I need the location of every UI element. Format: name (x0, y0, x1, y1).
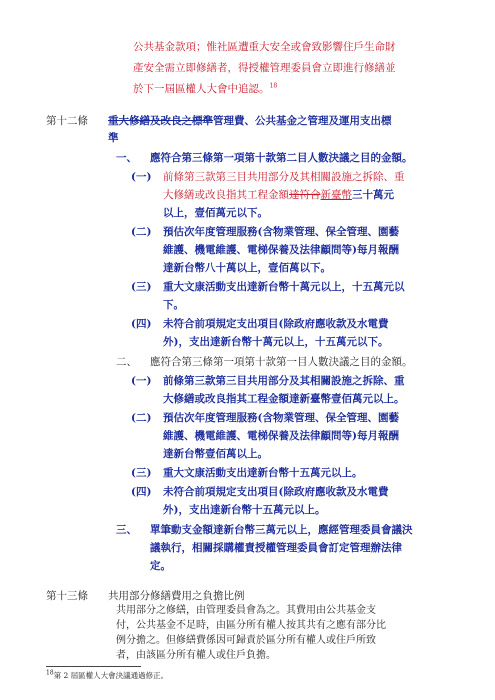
s2-item1-line2: 大修繕或改良指其工程金額達新臺幣壹佰萬元以上。 (163, 393, 405, 405)
art12-title-cont: 準 (108, 132, 119, 144)
s2-item2-line2: 維護、機電維護、電梯保養及法律顧問等)每月報酬 (163, 430, 399, 442)
s1-item2-line3: 達新台幣八十萬以上，壹佰萬以下。 (163, 262, 331, 274)
art13-title: 共用部分修繕費用之負擔比例 (108, 590, 245, 602)
s2-item2-num: (二) (131, 412, 152, 424)
s2-item4-num: (四) (131, 486, 152, 498)
footnote-rule (46, 666, 141, 667)
art13-line-4: 者，由該區分所有權人或住戶負擔。 (116, 650, 276, 661)
s1-item4-line1: 未符合前項規定支出項目(除政府應收款及水電費 (163, 318, 389, 330)
art13-line-2: 付，公共基金不足時，由區分所有權人按其共有之應有部分比 (116, 620, 386, 631)
s2-item1-line1: 前條第三款第三目共用部分及其相關設施之拆除、重 (163, 375, 405, 387)
art12-title: 重大修繕及改良之標準管理費、公共基金之管理及運用支出標 (108, 115, 392, 127)
s1-item3-line1: 重大文康活動支出達新台幣十萬元以上，十五萬元以 (163, 281, 405, 293)
top-block-line-2: 產安全需立即修繕者，得授權管理委員會立即進行修繕並 (133, 62, 396, 74)
s2-item1-num: (一) (131, 375, 152, 387)
s1-item4-line2: 外)，支出達新台幣十萬元以上，十五萬元以下。 (163, 336, 389, 348)
art12-s3-line2: 議執行，相關採購權責授權管理委員會訂定管理辦法律 (150, 542, 402, 554)
art13-label: 第十三條 (46, 590, 88, 602)
s1-item1-line3: 以上，壹佰萬元以下。 (163, 207, 268, 219)
s2-item4-line2: 外)，支出達新台幣十五萬元以上。 (163, 504, 326, 516)
s2-item2-line3: 達新台幣壹佰萬以上。 (163, 448, 268, 460)
art12-s3-num: 三、 (116, 524, 137, 536)
s1-item1-line1: 前條第三款第三目共用部分及其相關設施之拆除、重 (163, 171, 405, 183)
footnote: $^{18}$第 2 屆區權人大會決議通過修正。 (46, 669, 169, 680)
footnote-ref: 18 (269, 82, 278, 90)
art13-line-3: 例分擔之。但修繕費係因可歸責於區分所有權人或住戶所致 (116, 635, 376, 646)
s1-item2-line1: 預估次年度管理服務(含物業管理、保全管理、園藝 (163, 226, 399, 238)
top-block-line-1: 公共基金款項；惟社區遭重大安全或會致影響住戶生命財 (133, 41, 396, 53)
s1-item3-num: (三) (131, 281, 152, 293)
art12-s1-num: 一、 (116, 152, 137, 164)
s1-item2-line2: 維護、機電維護、電梯保養及法律顧問等)每月報酬 (163, 244, 399, 256)
s1-item1-line2: 大修繕或改良指其工程金額達符合新臺幣三十萬元 (163, 189, 394, 201)
art12-s2-num: 二、 (116, 356, 137, 368)
s1-item4-num: (四) (131, 318, 152, 330)
top-block-line-3: 於下一屆區權人大會中追認。$^{18}$ (133, 82, 278, 95)
s2-item4-line1: 未符合前項規定支出項目(除政府應收款及水電費 (163, 486, 389, 498)
art12-s2-text: 應符合第三條第一項第十款第一目人數決議之目的金額。 (150, 356, 413, 368)
art12-s3-line3: 定。 (150, 560, 171, 572)
s1-item1-num: (一) (131, 171, 152, 183)
s1-item2-num: (二) (131, 226, 152, 238)
s2-item3-num: (三) (131, 467, 152, 479)
art12-s3-line1: 單筆動支金額達新台幣三萬元以上，應經管理委員會議決 (150, 524, 413, 536)
art12-s1-text: 應符合第三條第一項第十款第二目人數決議之目的金額。 (150, 152, 413, 164)
art13-line-1: 共用部分之修繕，由管理委員會為之。其費用由公共基金支 (116, 605, 376, 616)
s1-item3-line2: 下。 (163, 299, 184, 311)
art12-label: 第十二條 (46, 115, 88, 127)
s2-item2-line1: 預估次年度管理服務(含物業管理、保全管理、園藝 (163, 412, 399, 424)
s2-item3-line1: 重大文康活動支出達新台幣十五萬元以上。 (163, 467, 363, 479)
